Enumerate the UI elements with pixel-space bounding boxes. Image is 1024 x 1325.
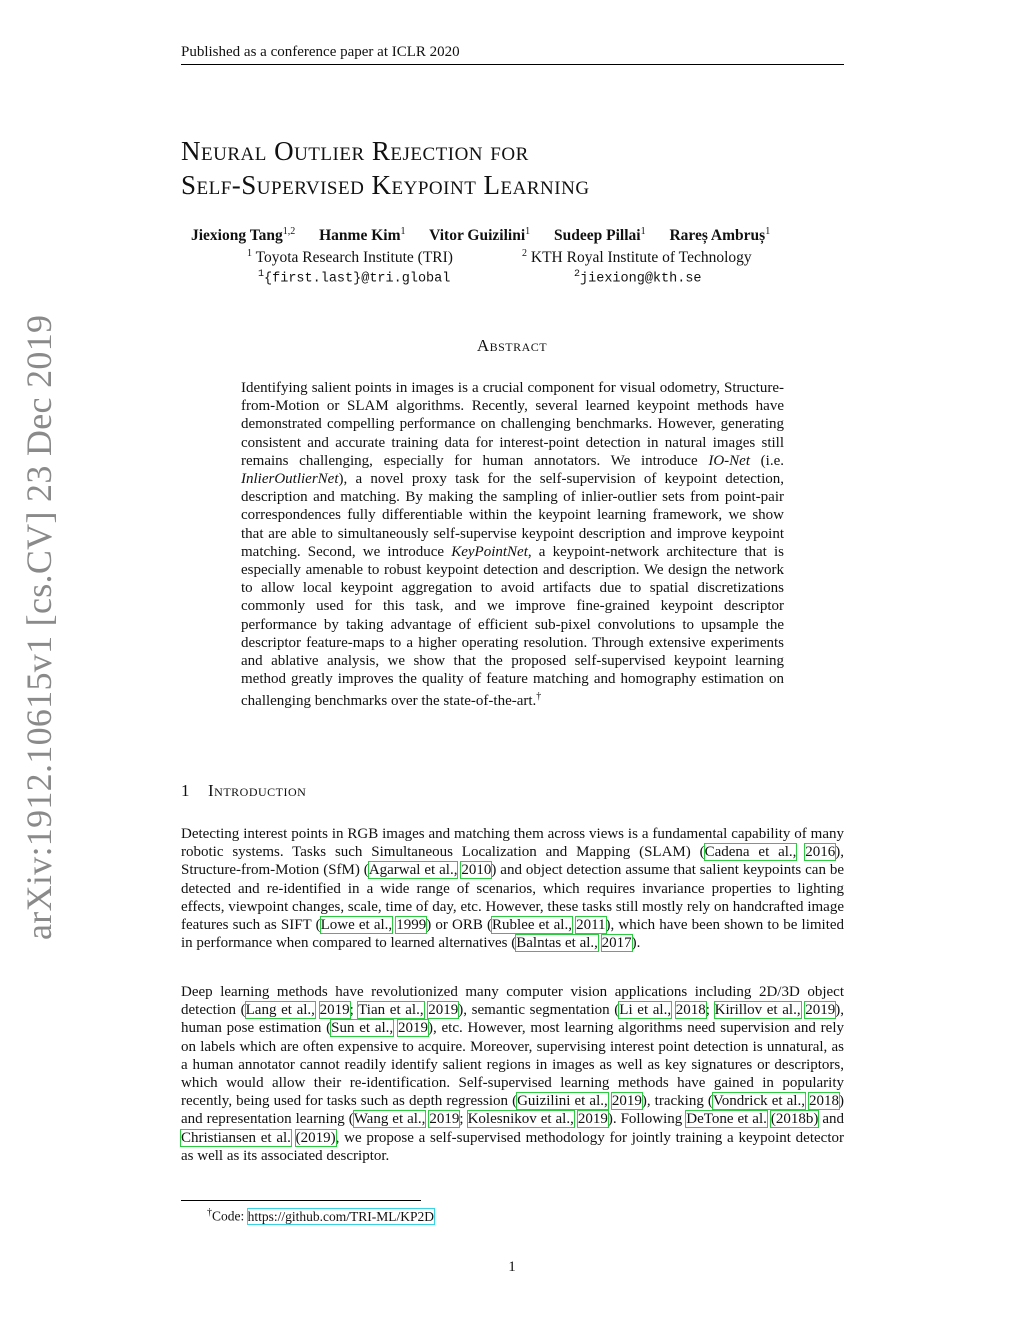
citation-link[interactable]: Lang et al.,: [245, 1002, 315, 1019]
author: Jiexiong Tang$^{1,2}$: [191, 226, 296, 245]
abstract-body: Identifying salient points in images is a crucial component for visual odometry, Structure-from-Motion or SLAM algorithms. Recently, several learned keypoint methods have demonstrated compelling performance on challenging benchmarks. However, generating consistent and accurate training data for interest-point detection in natural images still remains challenging, especially for human annotators. We introduce IO-Net (i.e. InlierOutlierNet), a novel proxy task for the self-supervision of keypoint detection, description and matching. By making the sampling of inlier-outlier sets from point-pair correspondences fully differentiable within the keypoint learning framework, we show that are able to simultaneously self-supervise keypoint description and improve keypoint matching. Second, we introduce KeyPointNet, a keypoint-network architecture that is especially amenable to robust keypoint detection and description. We design the network to allow local keypoint aggregation to avoid artifacts due to spatial discretizations commonly used for this task, and we improve fine-grained keypoint descriptor performance by taking advantage of efficient sub-pixel convolutions to upsample the descriptor feature-maps to a higher operating resolution. Through extensive experiments and ablative analysis, we show that the proposed self-supervised keypoint learning method greatly improves the quality of feature matching and homography estimation on challenging benchmarks over the state-of-the-art.†: [241, 380, 785, 710]
paper-title: [181, 134, 590, 202]
citation-link[interactable]: Vondrick et al.,: [712, 1093, 805, 1110]
affiliation-2: $^2$ KTH Royal Institute of Technology: [522, 248, 752, 267]
title-line-1: Neural Outlier Rejection for: [181, 136, 529, 166]
running-head: Published as a conference paper at ICLR 2020: [181, 44, 460, 60]
author-list: [191, 226, 821, 245]
citation-link[interactable]: 1999: [396, 917, 427, 934]
citation-link[interactable]: 2019: [577, 1111, 608, 1128]
affiliation-1: $^1$ Toyota Research Institute (TRI): [247, 248, 453, 267]
citation-link[interactable]: 2018: [675, 1002, 706, 1019]
citation-link[interactable]: Kolesnikov et al.,: [467, 1111, 574, 1128]
code-url-link[interactable]: https://github.com/TRI-ML/KP2D: [247, 1208, 435, 1224]
intro-paragraph-1: Detecting interest points in RGB images and matching them across views is a fundamental capability of many robotic systems. Tasks such Simultaneous Localization and Mapping (SLAM) (Cadena et al., 2016), Structure-from-Motion (SfM) (Agarwal et al., 2010) and object detection assume that salient keypoints can be detected and re-identified in a wide range of scenarios, which requires invariance properties to lighting effects, viewpoint changes, scale, time of day, etc. However, these tasks still mostly rely on handcrafted image features such as SIFT (Lowe et al., 1999) or ORB (Rublee et al., 2011), which have been shown to be limited in performance when compared to learned alternatives (Balntas et al., 2017).: [181, 826, 845, 952]
intro-paragraph-2: Deep learning methods have revolutionized many computer vision applications including 2D/3D object detection (Lang et al., 2019; Tian et al., 2019), semantic segmentation (Li et al., 2018; Kirillov et al., 2019), human pose estimation (Sun et al., 2019), etc. However, most learning algorithms need supervision and rely on labels which are often expensive to acquire. Moreover, supervising interest point detection is unnatural, as a human annotator cannot readily identify salient regions in images as well as key signatures or descriptors, which would allow their re-identification. Self-supervised learning methods have gained in popularity recently, being used for tasks such as depth regression (Guizilini et al., 2019), tracking (Vondrick et al., 2018) and representation learning (Wang et al., 2019; Kolesnikov et al., 2019). Following DeTone et al. (2018b) and Christiansen et al. (2019), we propose a self-supervised methodology for jointly training a keypoint detector as well as its associated descriptor.: [181, 984, 845, 1164]
citation-link[interactable]: 2017: [601, 935, 632, 952]
abstract-heading: Abstract: [476, 336, 548, 355]
title-line-2: Self-Supervised Keypoint Learning: [181, 170, 590, 200]
citation-link[interactable]: 2016: [805, 844, 836, 861]
citation-link[interactable]: Balntas et al.,: [516, 935, 598, 952]
footnote: †Code: https://github.com/TRI-ML/KP2D: [207, 1207, 435, 1224]
page-number: 1: [508, 1259, 516, 1275]
citation-link[interactable]: 2019: [429, 1111, 460, 1128]
section-heading-introduction: 1 Introduction: [181, 781, 307, 800]
email-1: $^1${first.last}@tri.global: [258, 269, 451, 287]
email-2: $^2$jiexiong@kth.se: [574, 269, 702, 287]
citation-link[interactable]: 2019: [805, 1002, 836, 1019]
author: Vitor Guizilini$^1$: [429, 226, 531, 245]
citation-link[interactable]: Cadena et al.,: [704, 844, 797, 861]
header-rule: [181, 64, 844, 65]
citation-link[interactable]: Rublee et al.,: [492, 917, 572, 934]
citation-link[interactable]: 2019: [319, 1002, 350, 1019]
citation-link[interactable]: Guizilini et al.,: [517, 1093, 608, 1110]
citation-link[interactable]: Kirillov et al.,: [714, 1002, 801, 1019]
citation-link[interactable]: Agarwal et al.,: [368, 862, 458, 879]
author: Sudeep Pillai$^1$: [554, 226, 646, 245]
citation-link[interactable]: (2018b): [770, 1111, 819, 1128]
citation-link[interactable]: 2018: [809, 1093, 840, 1110]
footnote-rule: [181, 1200, 421, 1201]
citation-link[interactable]: 2011: [576, 917, 606, 934]
citation-link[interactable]: Sun et al.,: [331, 1020, 394, 1037]
citation-link[interactable]: (2019): [295, 1129, 336, 1146]
citation-link[interactable]: 2019: [428, 1002, 459, 1019]
arxiv-stamp: arXiv:1912.10615v1 [cs.CV] 23 Dec 2019: [19, 314, 59, 940]
citation-link[interactable]: 2010: [461, 862, 492, 879]
author: Hanme Kim$^1$: [319, 226, 406, 245]
citation-link[interactable]: Christiansen et al.: [181, 1129, 291, 1146]
citation-link[interactable]: 2019: [397, 1020, 428, 1037]
author: Rareș Ambruș$^1$: [669, 226, 771, 245]
citation-link[interactable]: 2019: [611, 1093, 642, 1110]
citation-link[interactable]: Lowe et al.,: [320, 917, 393, 934]
citation-link[interactable]: Wang et al.,: [353, 1111, 426, 1128]
citation-link[interactable]: Li et al.,: [619, 1002, 672, 1019]
citation-link[interactable]: Tian et al.,: [358, 1002, 424, 1019]
citation-link[interactable]: DeTone et al.: [686, 1111, 767, 1128]
